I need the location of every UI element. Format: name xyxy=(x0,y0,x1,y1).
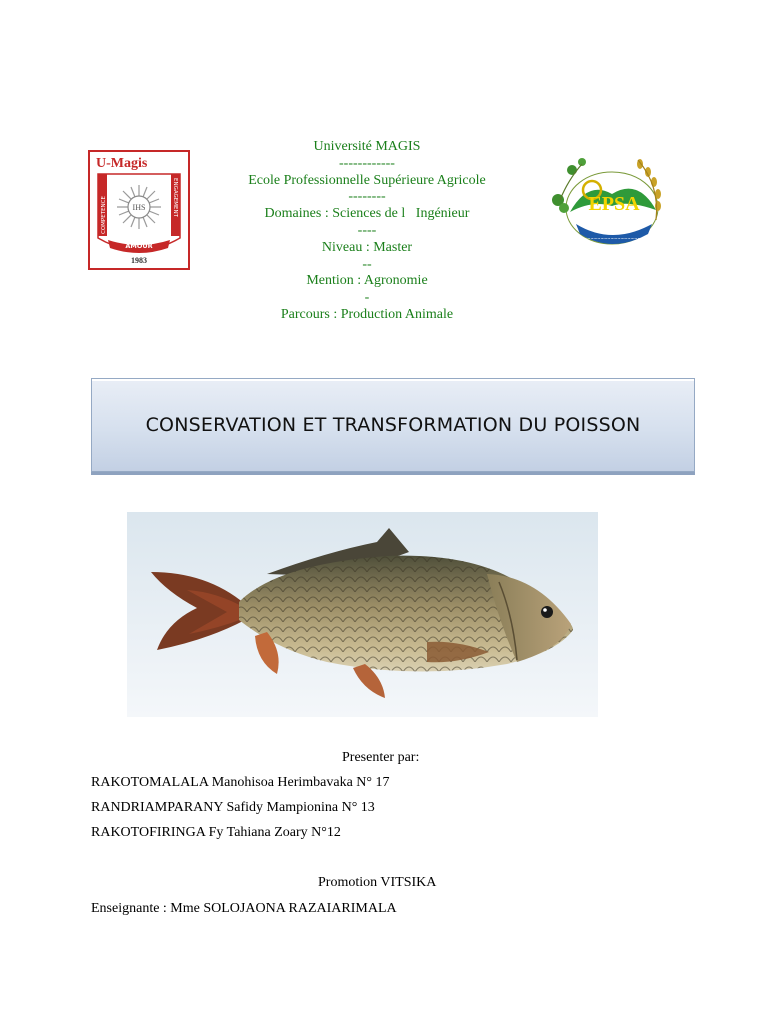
teacher-line: Enseignante : Mme SOLOJAONA RAZAIARIMALA xyxy=(91,901,397,916)
promotion-line: Promotion VITSIKA xyxy=(318,875,437,890)
logo-left-band-left: COMPETENCE xyxy=(101,196,107,234)
separator: -- xyxy=(362,256,372,272)
mention-line: Mention : Agronomie xyxy=(306,273,428,289)
logo-left-band-right: ENGAGEMENT xyxy=(172,178,178,217)
university-name: Université MAGIS xyxy=(313,139,421,154)
svg-text:~~~~~~~~~~~~~~~~~~~~~~: ~~~~~~~~~~~~~~~~~~~~~~ xyxy=(577,236,651,241)
carp-fish-photo xyxy=(127,512,598,717)
logo-left-ribbon: AMOUR xyxy=(125,242,153,250)
epsa-bevalala-logo xyxy=(548,150,673,255)
student-line: RAKOTOFIRINGA Fy Tahiana Zoary N°12 xyxy=(91,825,341,840)
student-line: RAKOTOMALALA Manohisoa Herimbavaka N° 17 xyxy=(91,775,390,790)
separator: - xyxy=(364,290,370,306)
level-line: Niveau : Master xyxy=(321,239,413,255)
logo-left-name: U-Magis xyxy=(96,156,148,171)
separator: ---- xyxy=(357,222,377,238)
separator: ------------ xyxy=(339,155,395,171)
separator: -------- xyxy=(348,189,386,205)
track-line: Parcours : Production Animale xyxy=(280,306,454,322)
domains-line: Domaines : Sciences de l Ingénieur xyxy=(264,206,470,222)
logo-left-center: IHS xyxy=(132,203,146,212)
logo-right-name: bevalala xyxy=(595,223,629,232)
institution-header xyxy=(200,139,534,324)
title-box xyxy=(91,378,695,472)
school-name: Ecole Professionnelle Supérieure Agricole xyxy=(248,172,486,188)
document-title: CONSERVATION ET TRANSFORMATION DU POISSON xyxy=(145,414,641,436)
presenter-label: Presenter par: xyxy=(342,750,420,765)
u-magis-logo xyxy=(88,150,190,270)
logo-left-year: 1983 xyxy=(131,256,147,265)
logo-right-letters: EPSA xyxy=(588,193,640,215)
student-line: RANDRIAMPARANY Safidy Mampionina N° 13 xyxy=(91,800,375,815)
